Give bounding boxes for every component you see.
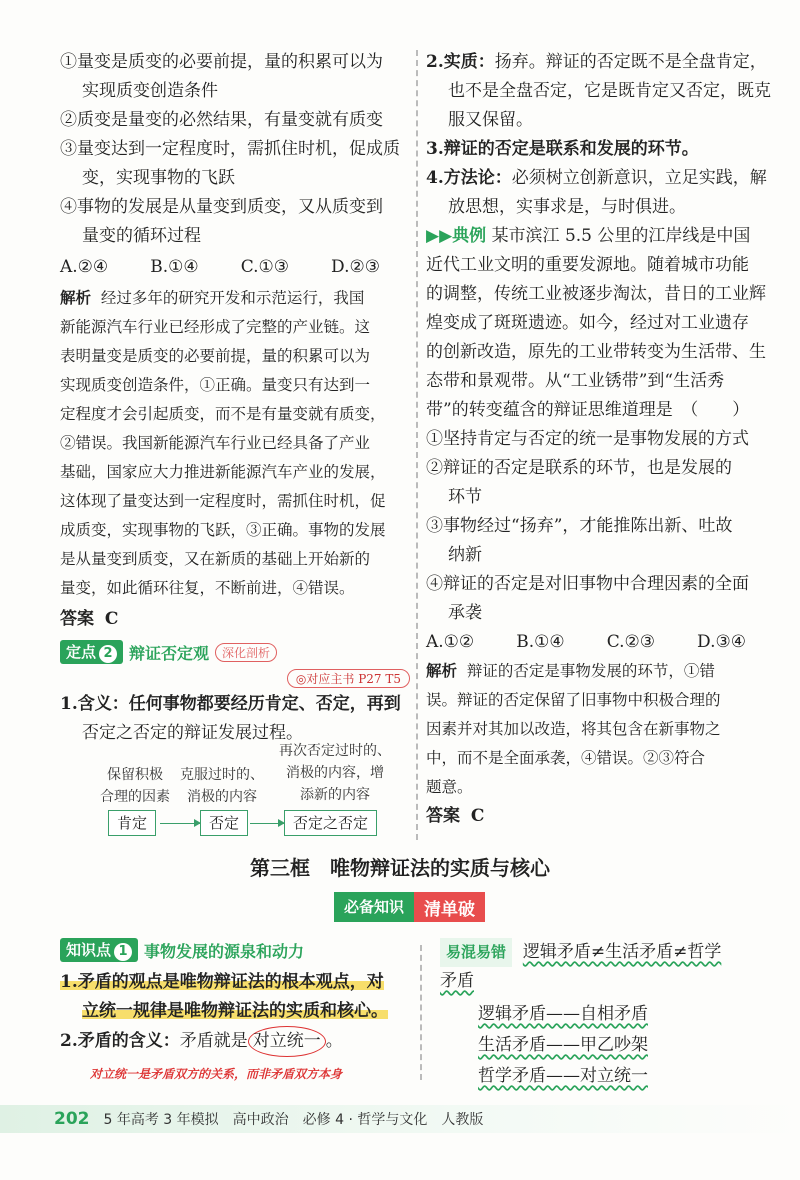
- choice-b: B.①④: [150, 257, 199, 277]
- option-3b: 变，实现事物的飞跃: [82, 168, 235, 188]
- knowledge-line-1: 1.矛盾的观点是唯物辩证法的根本观点，对: [60, 972, 384, 992]
- section-banner: [334, 892, 485, 922]
- example-option-4b: 承袭: [448, 603, 482, 623]
- box-affirm: 肯定: [108, 810, 156, 836]
- dingdian-pill: 深化剖析: [215, 643, 277, 662]
- choice-b: B.①④: [516, 632, 565, 652]
- example-option-2b: 环节: [448, 487, 482, 507]
- confusion-title-cont: 矛盾: [440, 971, 474, 991]
- reference-badge: ◎对应主书 P27 T5: [287, 669, 410, 688]
- choice-d: D.②③: [331, 257, 380, 277]
- s4-head: 4.方法论：: [426, 168, 512, 188]
- choice-c: C.②③: [606, 632, 655, 652]
- definition-1b: 否定之否定的辩证发展过程。: [82, 723, 303, 743]
- footer-book: 5 年高考 3 年模拟: [103, 1112, 219, 1128]
- option-1b: 实现质变创造条件: [82, 81, 218, 101]
- example-option-3b: 纳新: [448, 545, 482, 565]
- analysis-line: 题意。: [426, 778, 473, 796]
- example-line: 带”的转变蕴含的辩证思维道理是 （ ）: [426, 400, 750, 420]
- box-negate-negation: 否定之否定: [284, 810, 377, 836]
- arrow-2: [250, 823, 284, 824]
- option-2: ②质变是量变的必然结果，有量变就有质变: [60, 110, 383, 130]
- dingdian-header: [60, 640, 410, 664]
- answer: [60, 605, 410, 634]
- analysis-line: 这体现了量变达到一定程度时，需抓住时机，促: [60, 492, 386, 510]
- answer-value: C: [470, 806, 485, 826]
- example-line: 的创新改造，原先的工业带转变为生活带、生: [426, 342, 766, 362]
- footer-edition: 人教版: [441, 1112, 484, 1128]
- analysis-line: 量变，如此循环往复，不断前进，④错误。: [60, 579, 355, 597]
- footer-volume: 必修 4 · 哲学与文化: [302, 1112, 428, 1128]
- choices: [60, 253, 410, 282]
- s4-line: 必须树立创新意识，立足实践，解: [511, 168, 767, 188]
- choice-c: C.①③: [240, 257, 289, 277]
- answer-label: 答案: [426, 806, 460, 826]
- s2-line: 扬弃。辩证的否定既不是全盘肯定，: [494, 52, 767, 72]
- example-answer: [426, 802, 776, 831]
- example-analysis: [426, 657, 776, 802]
- analysis-line: 误。辩证的否定保留了旧事物中积极合理的: [426, 691, 721, 709]
- analysis-label: 解析: [60, 289, 92, 307]
- column-divider: [416, 50, 418, 840]
- analysis-line: 经过多年的研究开发和示范运行，我国: [100, 289, 365, 307]
- example-label: ▶▶典例: [426, 226, 487, 246]
- arrow-1: [160, 823, 200, 824]
- choice-d: D.③④: [697, 632, 746, 652]
- s2-head: 2.实质：: [426, 52, 495, 72]
- knowledge-line-2: 立统一规律是唯物辩证法的实质和核心。: [82, 1001, 388, 1021]
- left-column: [60, 48, 410, 748]
- knowledge-2-head: 2.矛盾的含义：: [60, 1031, 180, 1051]
- dingdian-tag: 定点 2: [60, 640, 123, 664]
- example-option-1: ①坚持肯定与否定的统一是事物发展的方式: [426, 429, 749, 449]
- option-4a: ④事物的发展是从量变到质变，又从质变到: [60, 197, 383, 217]
- option-4b: 量变的循环过程: [82, 226, 201, 246]
- confusion-tag: 易混易错: [440, 938, 512, 967]
- knowledge-point: 知识点 1 事物发展的源泉和动力 1.矛盾的观点是唯物辩证法的根本观点，对 立统一规律是唯物辩证法的实质和核心。 2.矛盾的含义：矛盾就是 对立统一 。 对立统一是矛盾双方的关系，而非矛盾双方本身: [60, 938, 416, 1082]
- confusion-item: 逻辑矛盾——自相矛盾: [478, 1004, 648, 1024]
- example-line: 的调整，传统工业被逐步淘汰，昔日的工业辉: [426, 284, 766, 304]
- example-line: 煌变成了斑斑遗迹。如今，经过对工业遗存: [426, 313, 749, 333]
- confusion-item: 哲学矛盾——对立统一: [478, 1066, 648, 1086]
- confusion-title: 逻辑矛盾≠生活矛盾≠哲学: [522, 942, 722, 962]
- confusion-box: [440, 938, 780, 1091]
- example-line: 近代工业文明的重要发源地。随着城市功能: [426, 255, 749, 275]
- analysis: [60, 284, 410, 603]
- right-column: [426, 48, 776, 831]
- diagram-caption-3: 再次否定过时的、 消极的内容，增 添新的内容: [279, 743, 391, 803]
- circled-term: 对立统一: [248, 1026, 326, 1057]
- analysis-line: 辩证的否定是事物发展的环节，①错: [466, 662, 715, 680]
- knowledge-header: [60, 938, 416, 962]
- footer-subject: 高中政治: [232, 1112, 289, 1128]
- choice-a: A.①②: [426, 632, 475, 652]
- analysis-line: ②错误。我国新能源汽车行业已经具备了产业: [60, 434, 371, 452]
- analysis-label: 解析: [426, 662, 458, 680]
- answer-label: 答案: [60, 609, 94, 629]
- option-3a: ③量变达到一定程度时，需抓住时机，促成质: [60, 139, 400, 159]
- analysis-line: 新能源汽车行业已经形成了完整的产业链。这: [60, 318, 371, 336]
- section-title: 第三框 唯物辩证法的实质与核心: [250, 856, 550, 880]
- example-choices: [426, 628, 776, 657]
- page-number: 202: [54, 1109, 90, 1129]
- analysis-line: 定程度才会引起质变，而不是有量变就有质变，: [60, 405, 386, 423]
- option-1a: ①量变是质变的必要前提，量的积累可以为: [60, 52, 383, 72]
- knowledge-2-text: 矛盾就是: [179, 1031, 248, 1051]
- banner-label: 必备知识: [334, 892, 414, 922]
- handwritten-note: 对立统一是矛盾双方的关系，而非矛盾双方本身: [90, 1067, 343, 1081]
- knowledge-title: 事物发展的源泉和动力: [144, 941, 305, 961]
- analysis-line: 因素并对其加以改造，将其包含在新事物之: [426, 720, 721, 738]
- s2-line: 也不是全盘否定，它是既肯定又否定，既克: [448, 81, 771, 101]
- knowledge-tag: 知识点 1: [60, 938, 138, 962]
- diagram-caption-1: 保留积极 合理的因素: [100, 767, 170, 805]
- page-footer: [0, 1105, 800, 1133]
- choice-a: A.②④: [60, 257, 109, 277]
- example-line: 某市滨江 5.5 公里的江岸线是中国: [491, 226, 751, 246]
- dingdian-title: 辩证否定观: [129, 643, 210, 663]
- diagram-caption-2: 克服过时的、 消极的内容: [180, 767, 264, 805]
- example-option-4a: ④辩证的否定是对旧事物中合理因素的全面: [426, 574, 749, 594]
- example-line: 态带和景观带。从“工业锈带”到“生活秀: [426, 371, 725, 391]
- column-divider-bottom: [420, 945, 422, 1080]
- definition-1a: 1.含义：任何事物都要经历肯定、否定，再到: [60, 694, 401, 714]
- analysis-line: 实现质变创造条件，①正确。量变只有达到一: [60, 376, 371, 394]
- box-negate: 否定: [200, 810, 248, 836]
- analysis-line: 表明量变是质变的必要前提，量的积累可以为: [60, 347, 371, 365]
- negation-diagram: [90, 738, 410, 838]
- banner-highlight: 清单破: [414, 892, 485, 922]
- example-option-2a: ②辩证的否定是联系的环节，也是发展的: [426, 458, 732, 478]
- analysis-line: 是从量变到质变，又在新质的基础上开始新的: [60, 550, 371, 568]
- s4-line: 放思想，实事求是，与时俱进。: [448, 197, 686, 217]
- dingdian-number: 2: [99, 645, 117, 663]
- s3-line: 3.辩证的否定是联系和发展的环节。: [426, 139, 699, 159]
- example-option-3a: ③事物经过“扬弃”，才能推陈出新、吐故: [426, 516, 733, 536]
- analysis-line: 中，而不是全面承袭，④错误。②③符合: [426, 749, 706, 767]
- analysis-line: 基础，国家应大力推进新能源汽车产业的发展，: [60, 463, 386, 481]
- s2-line: 服又保留。: [448, 110, 533, 130]
- answer-value: C: [104, 609, 119, 629]
- confusion-item: 生活矛盾——甲乙吵架: [478, 1035, 648, 1055]
- ref-row: [60, 668, 410, 688]
- knowledge-number: 1: [114, 943, 132, 961]
- analysis-line: 成质变，实现事物的飞跃，③正确。事物的发展: [60, 521, 386, 539]
